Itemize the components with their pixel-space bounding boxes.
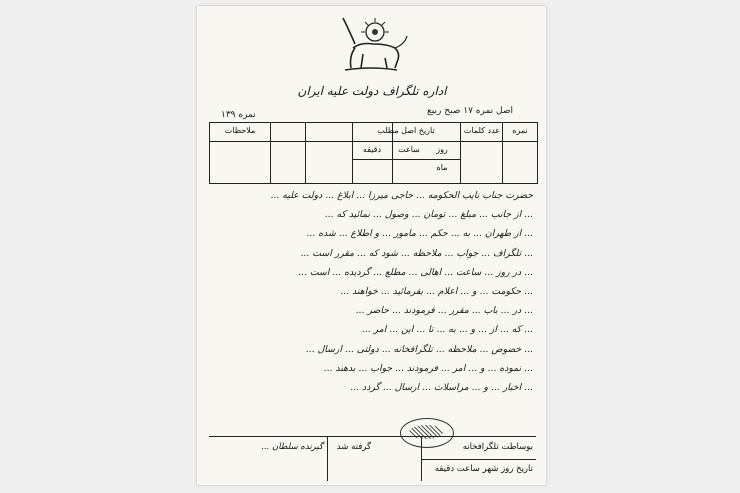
header-table bbox=[209, 122, 538, 184]
recipient-signature: گیرنده سلطان ... bbox=[261, 442, 323, 452]
lion-and-sun-emblem-icon bbox=[325, 14, 417, 74]
telegram-body bbox=[217, 186, 533, 397]
number-header: نمره bbox=[512, 126, 528, 135]
body-line: حضرت جناب نایب الحکومه ... حاجی میرزا ... ابلاغ ... دولت علیه ... bbox=[270, 190, 533, 201]
footer-table bbox=[209, 436, 536, 481]
body-line: ... در ... باب ... مقرر ... فرمودند ... حاضر ... bbox=[355, 305, 533, 317]
office-label: بوساطت تلگرافخانه bbox=[462, 442, 533, 452]
telegram-form bbox=[197, 6, 546, 485]
body-line: ... حکومت ... و ... اعلام ... بفرمائید ... خواهند ... bbox=[340, 286, 533, 298]
body-line: ... از طهران ... به ... حکم ... مامور ... و اطلاع ... شده ... bbox=[306, 228, 533, 240]
form-number: نمره ۱۳۹ bbox=[221, 110, 256, 120]
remarks-header: ملاحظات bbox=[224, 126, 256, 135]
body-line: ... خصوص ... ملاحظه ... تلگرافخانه ... دولتی ... ارسال ... bbox=[305, 343, 533, 355]
body-line: ... از جانب ... مبلغ ... تومان ... وصول ... نمائید که ... bbox=[324, 209, 533, 221]
hour-subheader: ساعت bbox=[398, 145, 420, 154]
body-line: ... نموده ... و ... امر ... فرمودند ... جواب ... بدهند ... bbox=[323, 362, 533, 374]
date-header: تاریخ اصل مطلب bbox=[377, 126, 435, 135]
minute-subheader: دقیقه bbox=[362, 145, 382, 154]
office-header-title: اداره تلگراف دولت علیه ایران bbox=[297, 84, 447, 98]
body-line: ... اخبار ... و ... مراسلات ... ارسال ... گردد ... bbox=[350, 382, 533, 394]
month-subheader: ماه bbox=[436, 163, 448, 172]
day-subheader: روز bbox=[436, 145, 448, 154]
body-line: ... در روز ... ساعت ... اهالی ... مطلع ... گردیده ... است ... bbox=[298, 266, 533, 278]
reference-line: اصل نمره ۱۷ صبح ربیع bbox=[427, 106, 513, 116]
body-line: ... تلگراف ... جواب ... ملاحظه ... شود که ... مقرر است ... bbox=[300, 247, 533, 259]
body-line: ... که ... از ... و ... به ... تا ... این ... امر ... bbox=[361, 324, 533, 336]
received-label: گرفته شد bbox=[336, 442, 371, 452]
date-row-label: تاریخ روز شهر ساعت دقیقه bbox=[434, 464, 533, 474]
words-header: عدد کلمات bbox=[463, 126, 501, 135]
